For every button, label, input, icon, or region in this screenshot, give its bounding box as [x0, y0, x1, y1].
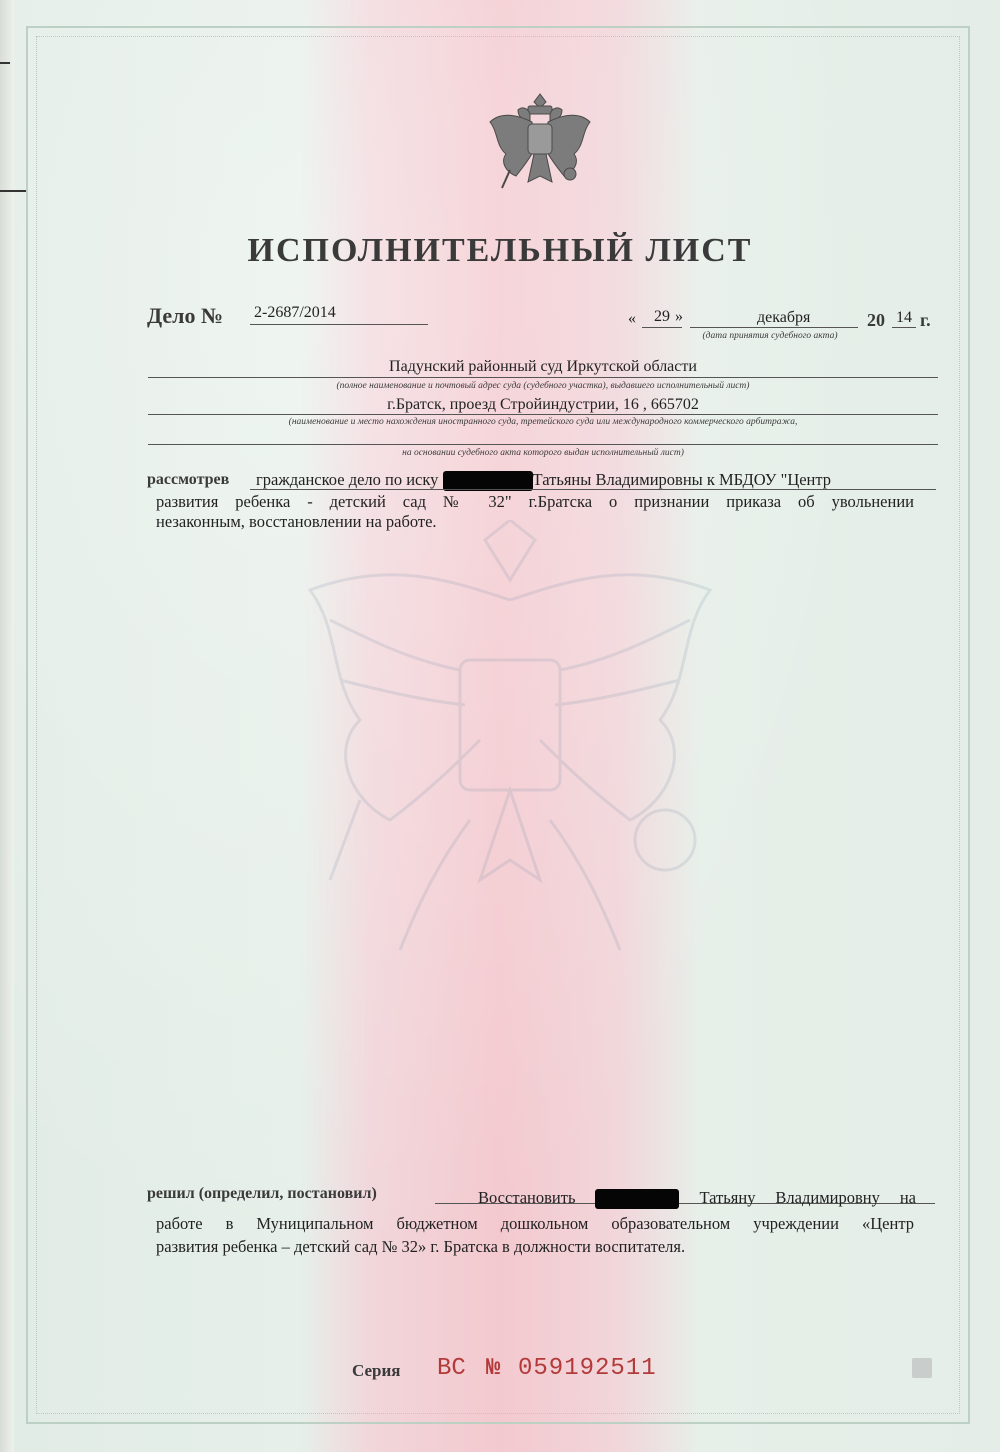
- redacted-surname: [595, 1189, 679, 1209]
- scan-edge-strip: [0, 0, 14, 1452]
- case-number-label: Дело №: [147, 303, 224, 328]
- case-number-value: 2-2687/2014: [254, 304, 336, 321]
- considered-line1-start: гражданское дело по иску: [256, 470, 439, 489]
- considered-line3: незаконным, восстановлении на работе.: [156, 512, 437, 531]
- court-address: г.Братск, проезд Стройиндустрии, 16 , 665702: [387, 396, 699, 413]
- decided-line1: [478, 1188, 916, 1209]
- decided-line1-end: Татьяну Владимировну на: [699, 1188, 916, 1207]
- corner-mark-icon: [912, 1358, 932, 1378]
- watermark-eagle-icon: [270, 520, 750, 980]
- considered-line2: развития ребенка - детский сад № 32" г.Братска о признании приказа об увольнении: [156, 492, 914, 511]
- series-number-sign: №: [486, 1355, 501, 1382]
- date-year-unit: г.: [920, 310, 931, 330]
- considered-line1-end: Татьяны Владимировны к МБДОУ "Центр: [532, 470, 832, 489]
- scan-edge-mark: [0, 190, 26, 192]
- date-month: декабря: [757, 309, 811, 326]
- date-year-suffix: 14: [896, 309, 912, 326]
- court-name: Падунский районный суд Иркутской области: [389, 358, 697, 375]
- court-name-underline: [148, 377, 938, 378]
- considered-underline: [250, 489, 936, 490]
- date-close-quote: »: [675, 308, 683, 325]
- court-name-caption: (полное наименование и почтовый адрес суда (судебного участка), выдавшего исполнительный лист): [336, 381, 750, 391]
- date-day-underline: [642, 327, 682, 328]
- court-address-underline: [148, 414, 938, 415]
- court-address-caption: (наименование и место нахождения иностранного суда, третейского суда или международного коммерческого арбитража,: [288, 417, 798, 427]
- decided-label: решил (определил, постановил): [147, 1185, 377, 1202]
- basis-underline: [148, 444, 938, 445]
- date-year-prefix: 20: [867, 310, 885, 330]
- scan-edge-mark: [0, 62, 10, 64]
- date-caption: (дата принятия судебного акта): [702, 331, 838, 341]
- considered-label: рассмотрев: [147, 471, 230, 488]
- basis-caption: на основании судебного акта которого выдан исполнительный лист): [402, 448, 684, 458]
- date-open-quote: «: [628, 310, 636, 327]
- case-number-underline: [250, 324, 428, 325]
- page-title: ИСПОЛНИТЕЛЬНЫЙ ЛИСТ: [247, 232, 753, 269]
- decided-line1-start: Восстановить: [478, 1188, 576, 1207]
- decided-line3: развития ребенка – детский сад № 32» г. Братска в должности воспитателя.: [156, 1237, 686, 1256]
- date-year-underline: [892, 327, 916, 328]
- date-day: 29: [654, 308, 670, 325]
- series-label: Серия: [352, 1361, 401, 1380]
- series-code: ВС: [437, 1355, 466, 1382]
- double-headed-eagle-emblem-icon: [488, 92, 592, 196]
- series-number: 059192511: [518, 1355, 657, 1382]
- date-month-underline: [690, 327, 858, 328]
- decided-line2: работе в Муниципальном бюджетном дошкольном образовательном учреждении «Центр: [156, 1214, 914, 1233]
